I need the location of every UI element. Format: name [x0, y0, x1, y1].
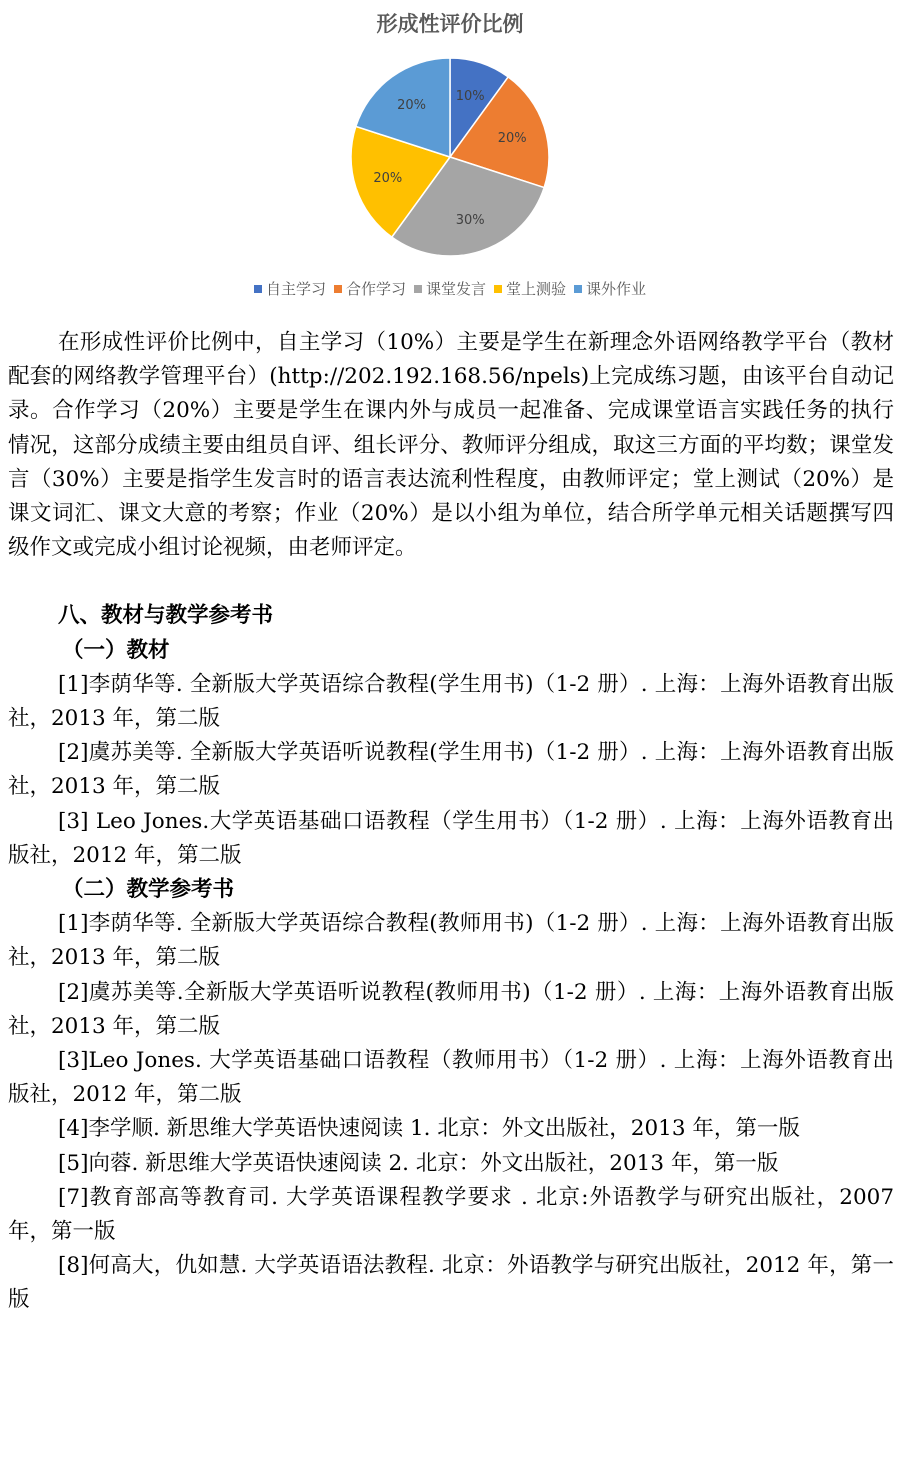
slice-data-label: 20%: [497, 130, 527, 146]
legend-item: [254, 278, 326, 299]
slice-data-label: 20%: [397, 98, 427, 114]
reference-item: [1]李荫华等. 全新版大学英语综合教程(教师用书)（1-2 册）. 上海：上海外语教育出版社，2013 年，第二版: [8, 911, 894, 971]
legend-label: 课外作业: [586, 280, 647, 298]
pie-chart-svg: [340, 52, 560, 262]
subsection-heading-references: （二）教学参考书: [62, 877, 235, 903]
legend-swatch: [494, 285, 502, 293]
slice-data-label: 20%: [373, 171, 403, 187]
chart-legend: [0, 278, 900, 299]
reference-item: [4]李学顺. 新思维大学英语快速阅读 1. 北京：外文出版社，2013 年，第一版: [58, 1116, 800, 1142]
reference-item: [2]虞苏美等. 全新版大学英语听说教程(学生用书)（1-2 册）. 上海：上海外语教育出版社，2013 年，第二版: [8, 740, 894, 800]
reference-item: [8]何高大，仇如慧. 大学英语语法教程. 北京：外语教学与研究出版社，2012 年，第一版: [8, 1253, 894, 1313]
legend-label: 课堂发言: [425, 280, 486, 298]
document-body: [8, 326, 894, 1318]
reference-item: [3]Leo Jones. 大学英语基础口语教程（教师用书）（1-2 册）. 上海：上海外语教育出版社，2012 年，第二版: [8, 1048, 894, 1108]
legend-swatch: [574, 285, 582, 293]
slice-data-label: 30%: [455, 213, 485, 229]
subsection-heading-textbooks: （一）教材: [62, 637, 170, 663]
legend-label: 堂上测验: [506, 280, 567, 298]
legend-swatch: [414, 285, 422, 293]
pie-chart: [0, 0, 900, 320]
chart-title: 形成性评价比例: [376, 12, 524, 36]
reference-item: [7]教育部高等教育司. 大学英语课程教学要求 . 北京:外语教学与研究出版社，2007 年，第一版: [8, 1184, 894, 1245]
legend-item: [494, 278, 566, 299]
legend-swatch: [254, 285, 262, 293]
legend-item: [574, 278, 646, 299]
legend-item: [334, 278, 406, 299]
legend-swatch: [334, 285, 342, 293]
assessment-paragraph: 在形成性评价比例中，自主学习（10%）主要是学生在新理念外语网络教学平台（教材配套的网络教学管理平台）(http://202.192.168.56/npels)上完成练习题，由该平台自动记录。合作学习（20%）主要是学生在课内外与成员一起准备、完成课堂语言实践任务的执行情况，这部分成绩主要由组员自评、组长评分、教师评分组成，取这三方面的平均数；课堂发言（30%）主要是指学生发言时的语言表达流利性程度，由教师评定；堂上测试（20%）是课文词汇、课文大意的考察；作业（20%）是以小组为单位，结合所学单元相关话题撰写四级作文或完成小组讨论视频，由老师评定。: [8, 330, 894, 561]
reference-item: [3] Leo Jones.大学英语基础口语教程（学生用书）（1-2 册）. 上海：上海外语教育出版社，2012 年，第二版: [8, 808, 894, 868]
legend-label: 合作学习: [345, 280, 406, 298]
legend-label: 自主学习: [265, 280, 326, 298]
slice-data-label: 10%: [455, 88, 485, 104]
reference-item: [5]向蓉. 新思维大学英语快速阅读 2. 北京：外文出版社，2013 年，第一版: [58, 1150, 779, 1176]
legend-item: [414, 278, 486, 299]
reference-item: [1]李荫华等. 全新版大学英语综合教程(学生用书)（1-2 册）. 上海：上海外语教育出版社，2013 年，第二版: [8, 671, 894, 732]
section-heading: 八、教材与教学参考书: [58, 603, 274, 629]
reference-item: [2]虞苏美等.全新版大学英语听说教程(教师用书)（1-2 册）. 上海：上海外语教育出版社，2013 年，第二版: [8, 979, 894, 1039]
